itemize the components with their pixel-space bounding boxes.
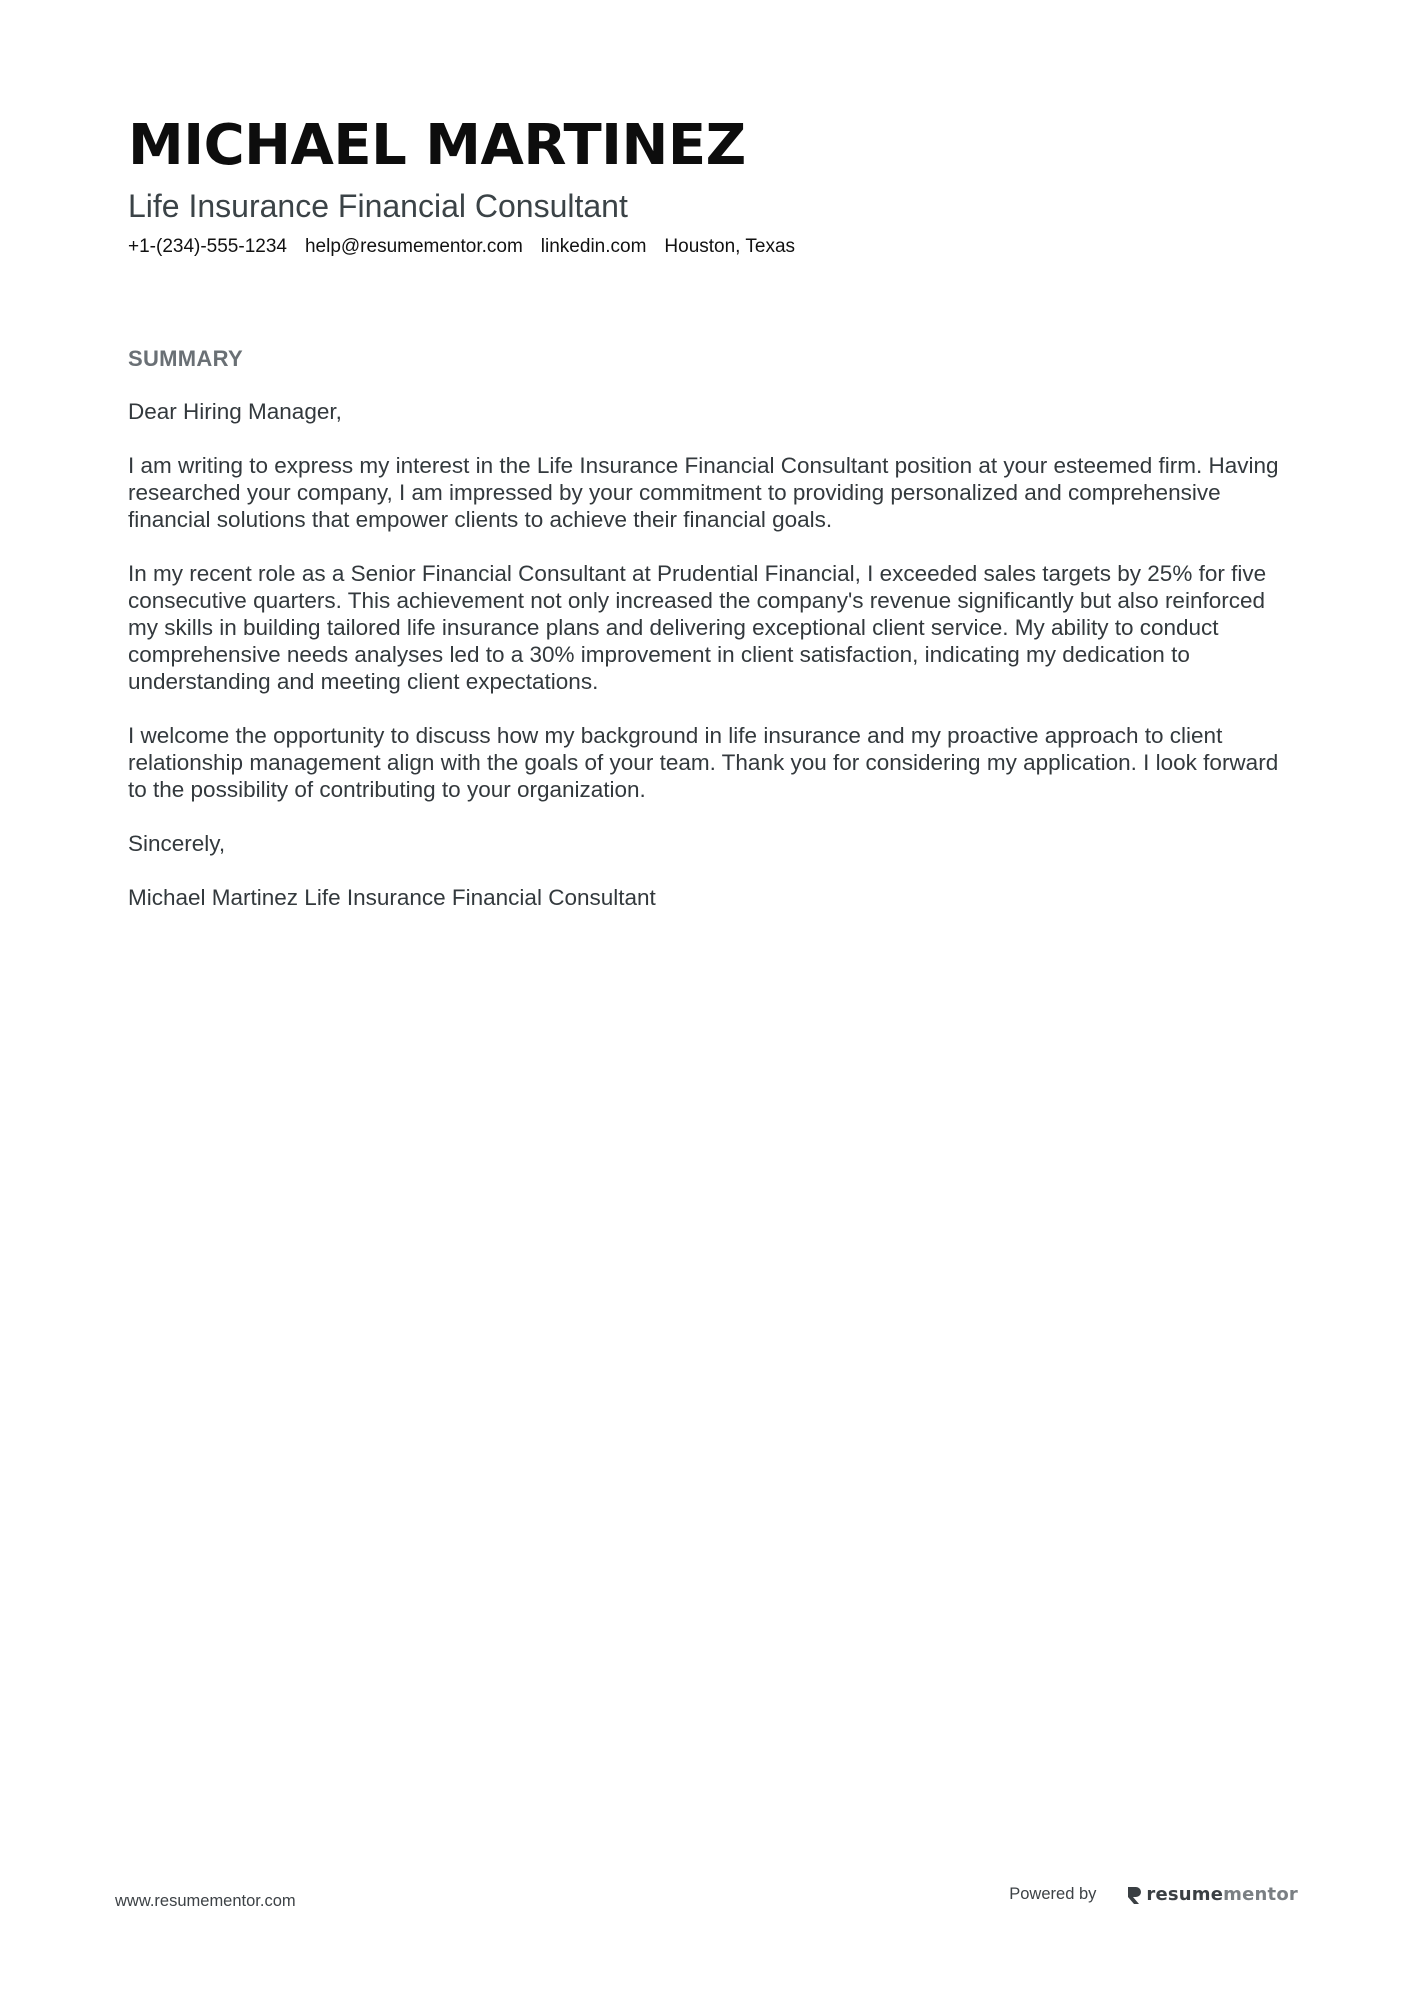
contact-linkedin: linkedin.com xyxy=(540,236,647,257)
contact-location: Houston, Texas xyxy=(664,236,796,257)
letter-signature: Michael Martinez Life Insurance Financial Consultant xyxy=(128,885,656,910)
letter-paragraph: I am writing to express my interest in the Life Insurance Financial Consultant position at your esteemed firm. Having researched your company, I am impressed by your commitment to providing personalized and comprehensive financial solutions that empower clients to achieve their financial goals. xyxy=(128,453,1279,532)
footer-website[interactable]: www.resumementor.com xyxy=(115,1892,296,1910)
summary-section xyxy=(128,344,1298,911)
brand-logo[interactable] xyxy=(1126,1884,1298,1905)
letter-paragraph: I welcome the opportunity to discuss how my background in life insurance and my proactive approach to client relationship management align with the goals of your team. Thank you for considering my application. I look forward to the possibility of contributing to your organization. xyxy=(128,723,1279,802)
brand-name-part2: mentor xyxy=(1223,1884,1298,1905)
contact-info xyxy=(128,234,1288,260)
contact-phone: +1-(234)-555-1234 xyxy=(128,236,287,257)
candidate-name: MICHAEL MARTINEZ xyxy=(128,113,746,178)
letter-greeting: Dear Hiring Manager, xyxy=(128,399,342,424)
letter-closing: Sincerely, xyxy=(128,831,226,856)
header xyxy=(128,112,1288,260)
letter-body xyxy=(128,398,1298,911)
job-title: Life Insurance Financial Consultant xyxy=(128,188,628,224)
section-heading-summary: SUMMARY xyxy=(128,346,243,371)
resumementor-logo-icon xyxy=(1126,1885,1142,1905)
letter-paragraph: In my recent role as a Senior Financial Consultant at Prudential Financial, I exceeded sales targets by 25% for five consecutive quarters. This achievement not only increased the company's revenue significantly but also reinforced my skills in building tailored life insurance plans and delivering exceptional client service. My ability to conduct comprehensive needs analyses led to a 30% improvement in client satisfaction, indicating my dedication to understanding and meeting client expectations. xyxy=(128,561,1267,694)
contact-email: help@resumementor.com xyxy=(304,236,523,257)
brand-name-part1: resume xyxy=(1146,1884,1224,1905)
footer-branding xyxy=(1009,1884,1298,1905)
powered-by-label: Powered by xyxy=(1009,1885,1097,1903)
